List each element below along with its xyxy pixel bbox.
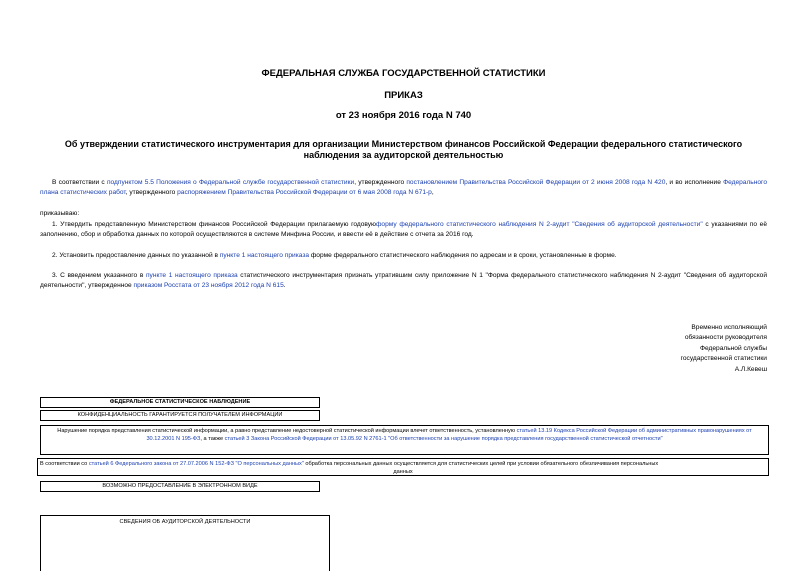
text: , утвержденного [125,188,178,196]
text: статистического инструментария признать утратившим силу приложение N 1 "Форма федерального статистического наблюдения N 2-аудит "Сведения об аудиторской деятельности", утвержденное [40,272,768,289]
signature-line: Временно исполняющий [691,324,767,331]
text: 2. Установить предоставление данных по указанной в [52,252,220,259]
text: . [283,281,286,289]
item-1-paragraph [40,220,767,239]
item-2-paragraph [40,251,767,261]
link-koap-13-19[interactable]: статьей 13.19 Кодекса Российской Федерации об административных правонарушениях от 30.12.2001 N 195-ФЗ [146,428,752,442]
link-form-2-audit[interactable]: форму федерального статистического наблюдения N 2-аудит "Сведения об аудиторской деятельности" [375,221,703,228]
text: 1. Утвердить представленную Министерством финансов Российской Федерации прилагаемую годовую [52,221,376,228]
signature-line: обязанности руководителя [684,334,767,342]
link-order-615[interactable]: приказом Росстата от 23 ноября 2012 года N 615 [133,281,284,289]
orders-label: приказываю: [40,210,80,217]
signature-block [600,323,767,375]
text: с указаниями по её заполнению, сбор и обработка данных по которой осуществляются в системе Минфина России, и ввести её в действие с отчета за 2016 год. [40,221,768,238]
item-3-paragraph [40,271,767,290]
link-item-1[interactable]: пункте 1 настоящего приказа [145,272,238,279]
text: Нарушение порядка представления статистической информации, а равно представление недостоверной статистической информации влечет ответственность, установленную [57,428,517,434]
text: , а также [200,436,225,442]
signature-line: государственной статистики [680,355,767,363]
electronic-submission-box: ВОЗМОЖНО ПРЕДОСТАВЛЕНИЕ В ЭЛЕКТРОННОМ ВИДЕ [40,481,320,492]
link-federal-plan[interactable]: Федерального плана статистических работ [40,179,767,196]
text: 3. С введением указанного в [52,272,146,279]
link-order-671[interactable]: распоряжением Правительства Российской Федерации от 6 мая 2008 года N 671-р [177,188,432,196]
preamble-paragraph [40,178,767,197]
agency-heading: ФЕДЕРАЛЬНАЯ СЛУЖБА ГОСУДАРСТВЕННОЙ СТАТИСТИКИ [261,68,546,79]
text: , и во исполнение [665,179,724,186]
document-date-number: от 23 ноября 2016 года N 740 [335,110,472,121]
signature-line: Федеральной службы [699,344,767,352]
text: обработка персональных данных осуществляется для статистических целей при условии обязательного обезличивания персональных [303,461,659,467]
violation-notice-box [40,425,769,455]
observation-box: ФЕДЕРАЛЬНОЕ СТАТИСТИЧЕСКОЕ НАБЛЮДЕНИЕ [40,397,320,408]
document-type: ПРИКАЗ [384,90,423,101]
document-title: Об утверждении статистического инструментария для организации Министерством финансов Российской Федерации федерального статистического наблюдения за аудиторской деятельностью [64,139,743,160]
link-law-2761-1[interactable]: статьей 3 Закона Российской Федерации от 13.05.92 N 2761-1 "Об ответственности за нарушение порядка представления государственной статистической отчетности" [224,436,663,442]
link-law-152[interactable]: статьей 6 Федерального закона от 27.07.2006 N 152-ФЗ "О персональных данных" [88,461,304,467]
text: В соответствии с [52,179,107,186]
link-regulation[interactable]: подпунктом 5.5 Положения о Федеральной службе государственной статистики [106,179,355,186]
text: В соответствии со [40,461,89,467]
form-title-box: СВЕДЕНИЯ ОБ АУДИТОРСКОЙ ДЕЯТЕЛЬНОСТИ [40,515,330,571]
link-item-1[interactable]: пункте 1 настоящего приказа [219,252,310,259]
personal-data-box [37,458,769,476]
text: , утвержденного [354,179,407,186]
text: , [431,188,434,196]
confidentiality-box: КОНФИДЕНЦИАЛЬНОСТЬ ГАРАНТИРУЕТСЯ ПОЛУЧАТЕЛЕМ ИНФОРМАЦИИ [40,410,320,421]
link-decree-420[interactable]: постановлением Правительства Российской Федерации от 2 июня 2008 года N 420 [406,179,666,186]
text: форме федерального статистического наблюдения по адресам и в сроки, установленные в форме. [309,252,617,259]
signatory-name: А.Л.Кевеш [734,365,767,373]
text: данных [393,469,413,475]
